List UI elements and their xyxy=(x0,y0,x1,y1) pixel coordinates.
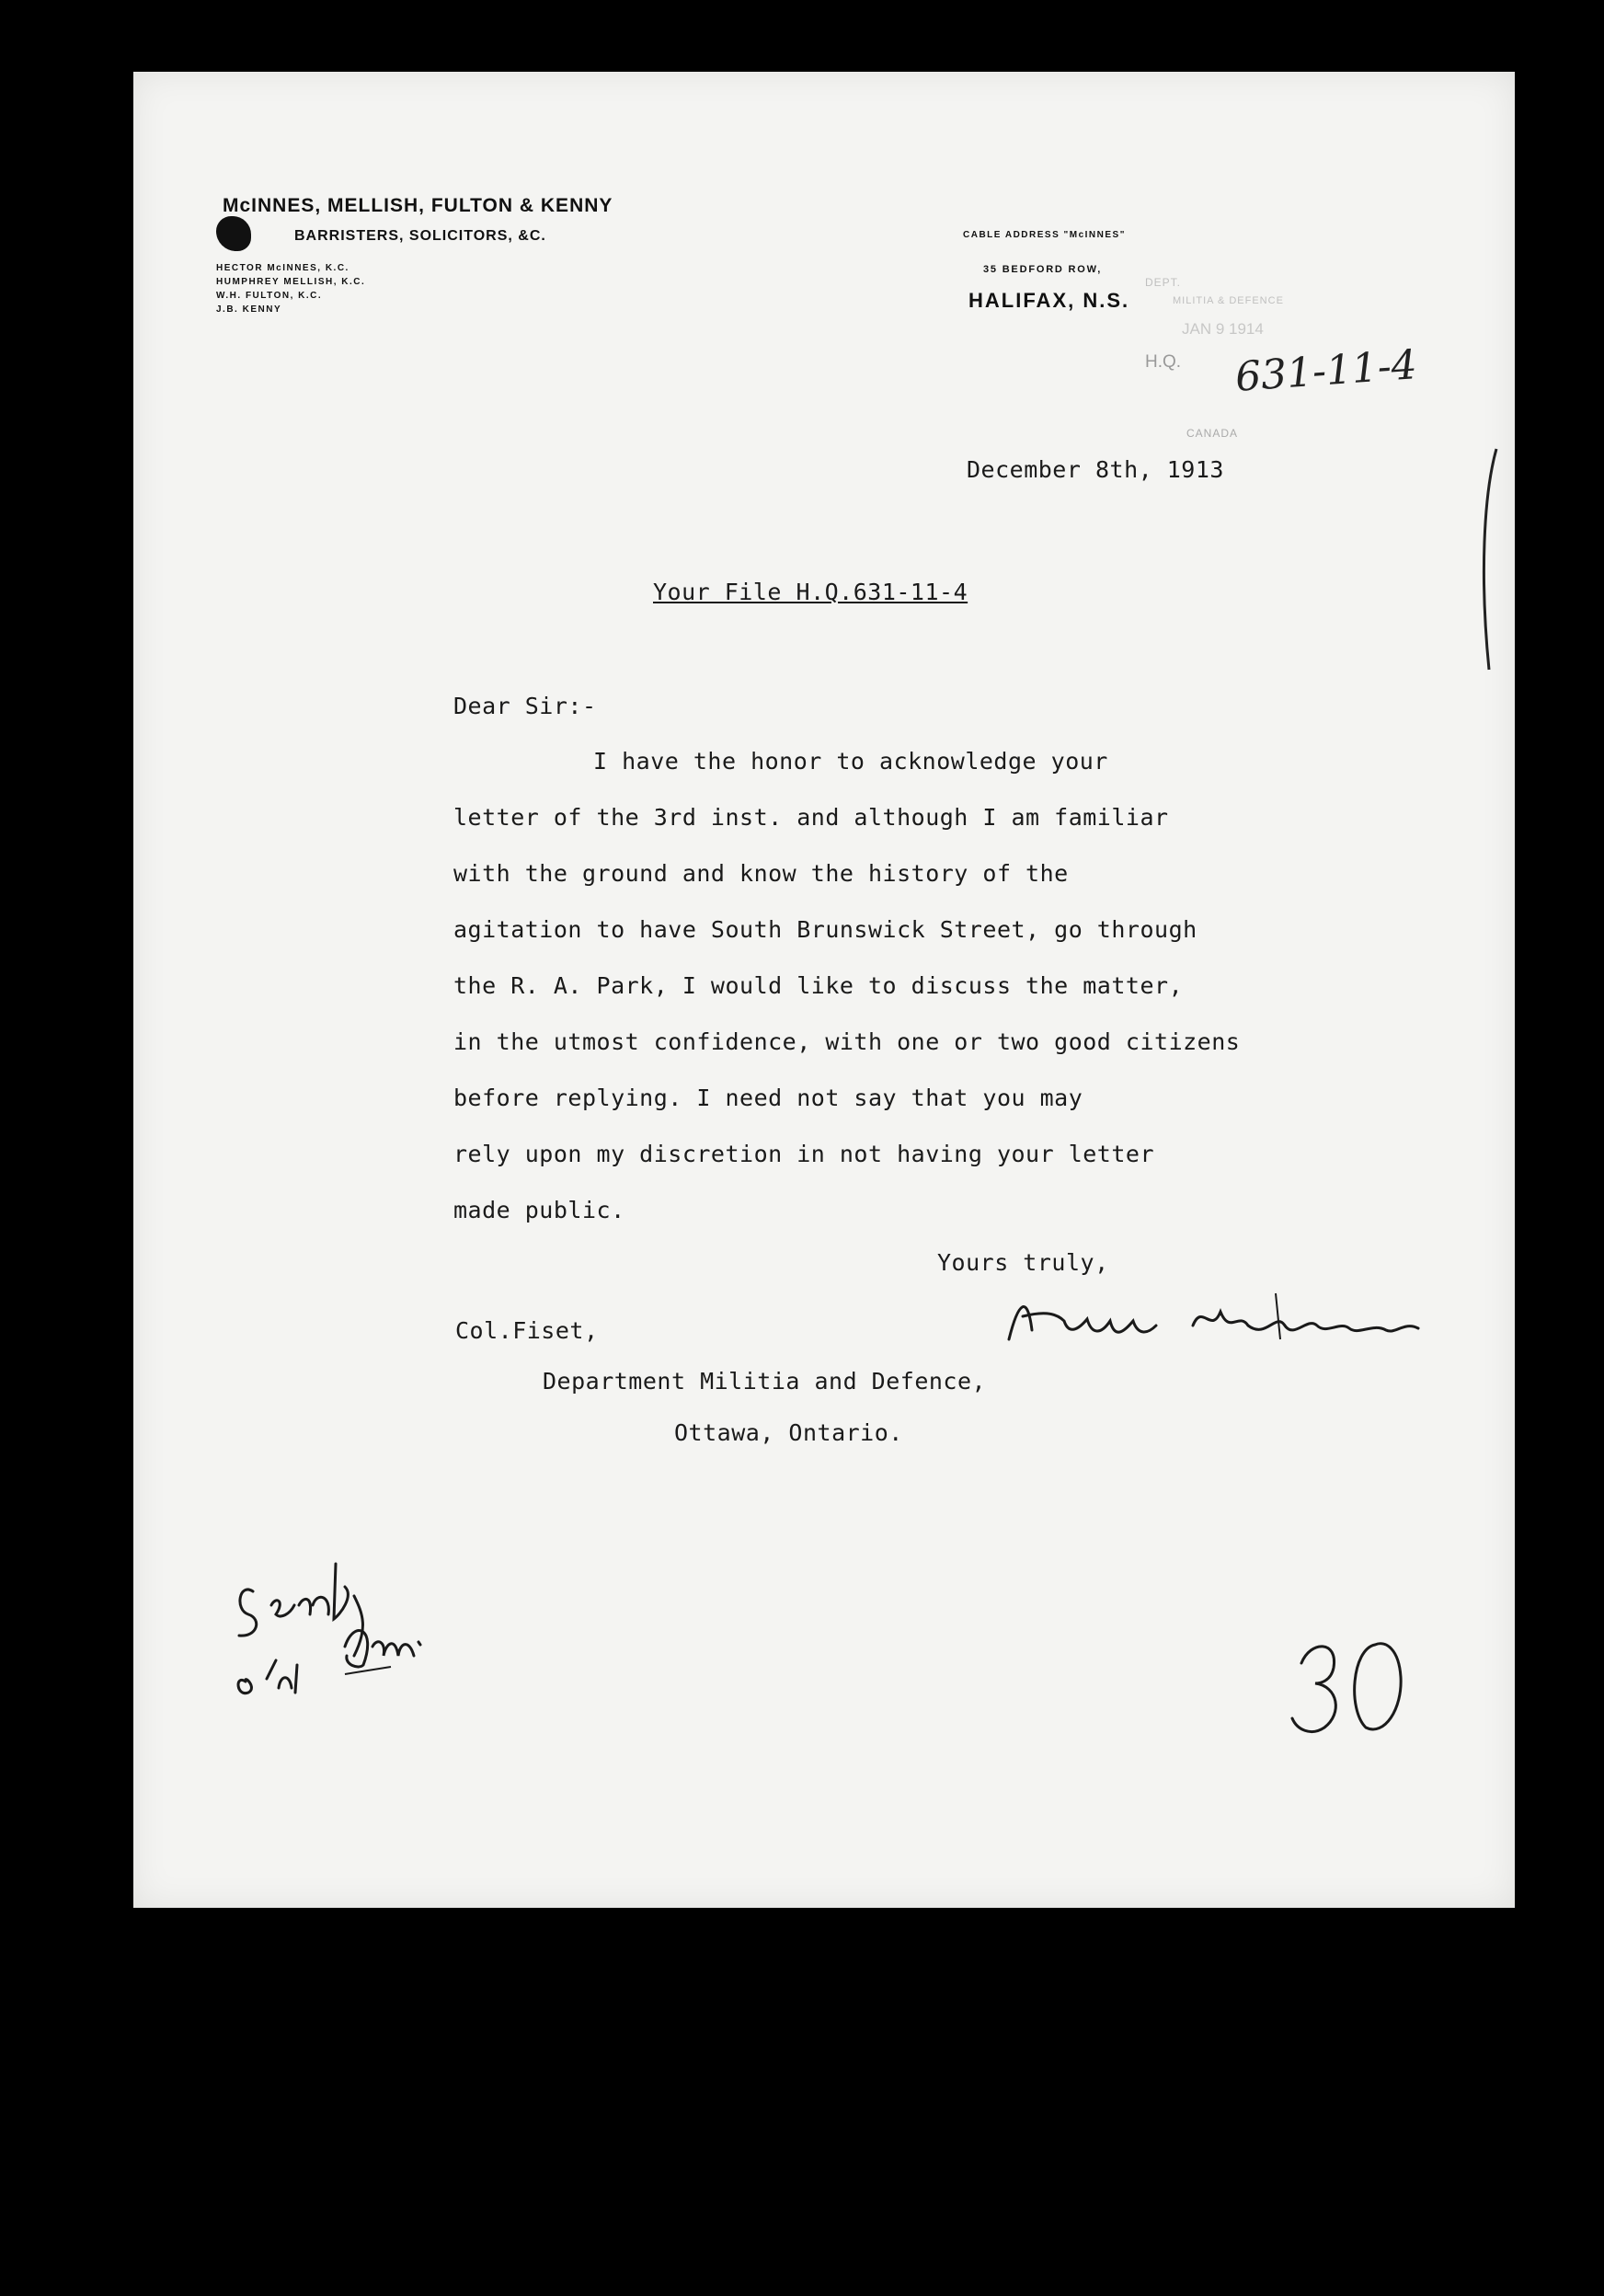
body-line: I have the honor to acknowledge your xyxy=(593,748,1108,775)
stamp-dept-name: MILITIA & DEFENCE xyxy=(1173,295,1284,306)
ink-blot xyxy=(216,216,251,251)
partner-name: HUMPHREY MELLISH, K.C. xyxy=(216,277,366,287)
addressee-location: Ottawa, Ontario. xyxy=(674,1419,903,1446)
page-number-handwritten xyxy=(1283,1626,1421,1746)
city-address: HALIFAX, N.S. xyxy=(968,289,1130,312)
body-line: rely upon my discretion in not having your letter xyxy=(453,1141,1155,1167)
body-line: in the utmost confidence, with one or two good citizens xyxy=(453,1028,1241,1055)
addressee-department: Department Militia and Defence, xyxy=(543,1368,987,1395)
file-reference: Your File H.Q.631-11-4 xyxy=(653,579,968,605)
partners-list xyxy=(216,261,365,316)
stamp-dept: DEPT. xyxy=(1145,276,1182,289)
handwritten-annotation xyxy=(225,1527,464,1711)
margin-mark xyxy=(1476,440,1504,679)
stamp-hq: H.Q. xyxy=(1145,352,1182,372)
street-address: 35 BEDFORD ROW, xyxy=(983,264,1103,275)
body-line: agitation to have South Brunswick Street, go through xyxy=(453,916,1197,943)
signature xyxy=(1000,1284,1460,1358)
salutation: Dear Sir:- xyxy=(453,693,597,719)
partner-name: J.B. KENNY xyxy=(216,304,282,315)
body-line: letter of the 3rd inst. and although I am familiar xyxy=(453,804,1169,831)
stamp-country: CANADA xyxy=(1186,427,1239,440)
closing: Yours truly, xyxy=(937,1249,1109,1276)
handwritten-file-number: 631-11-4 xyxy=(1233,341,1419,401)
partner-name: HECTOR McINNES, K.C. xyxy=(216,263,349,273)
body-line: made public. xyxy=(453,1197,625,1223)
partner-name: W.H. FULTON, K.C. xyxy=(216,291,323,301)
body-line: the R. A. Park, I would like to discuss the matter, xyxy=(453,972,1184,999)
firm-name: McINNES, MELLISH, FULTON & KENNY xyxy=(223,195,613,216)
letter-date: December 8th, 1913 xyxy=(967,456,1224,483)
stamp-date: JAN 9 1914 xyxy=(1182,320,1264,338)
firm-subtitle: BARRISTERS, SOLICITORS, &C. xyxy=(294,228,546,244)
body-line: with the ground and know the history of the xyxy=(453,860,1069,887)
addressee-name: Col.Fiset, xyxy=(455,1317,599,1344)
letter-page xyxy=(133,72,1515,1908)
body-line: before replying. I need not say that you may xyxy=(453,1085,1083,1111)
cable-address: CABLE ADDRESS "McINNES" xyxy=(963,230,1126,240)
